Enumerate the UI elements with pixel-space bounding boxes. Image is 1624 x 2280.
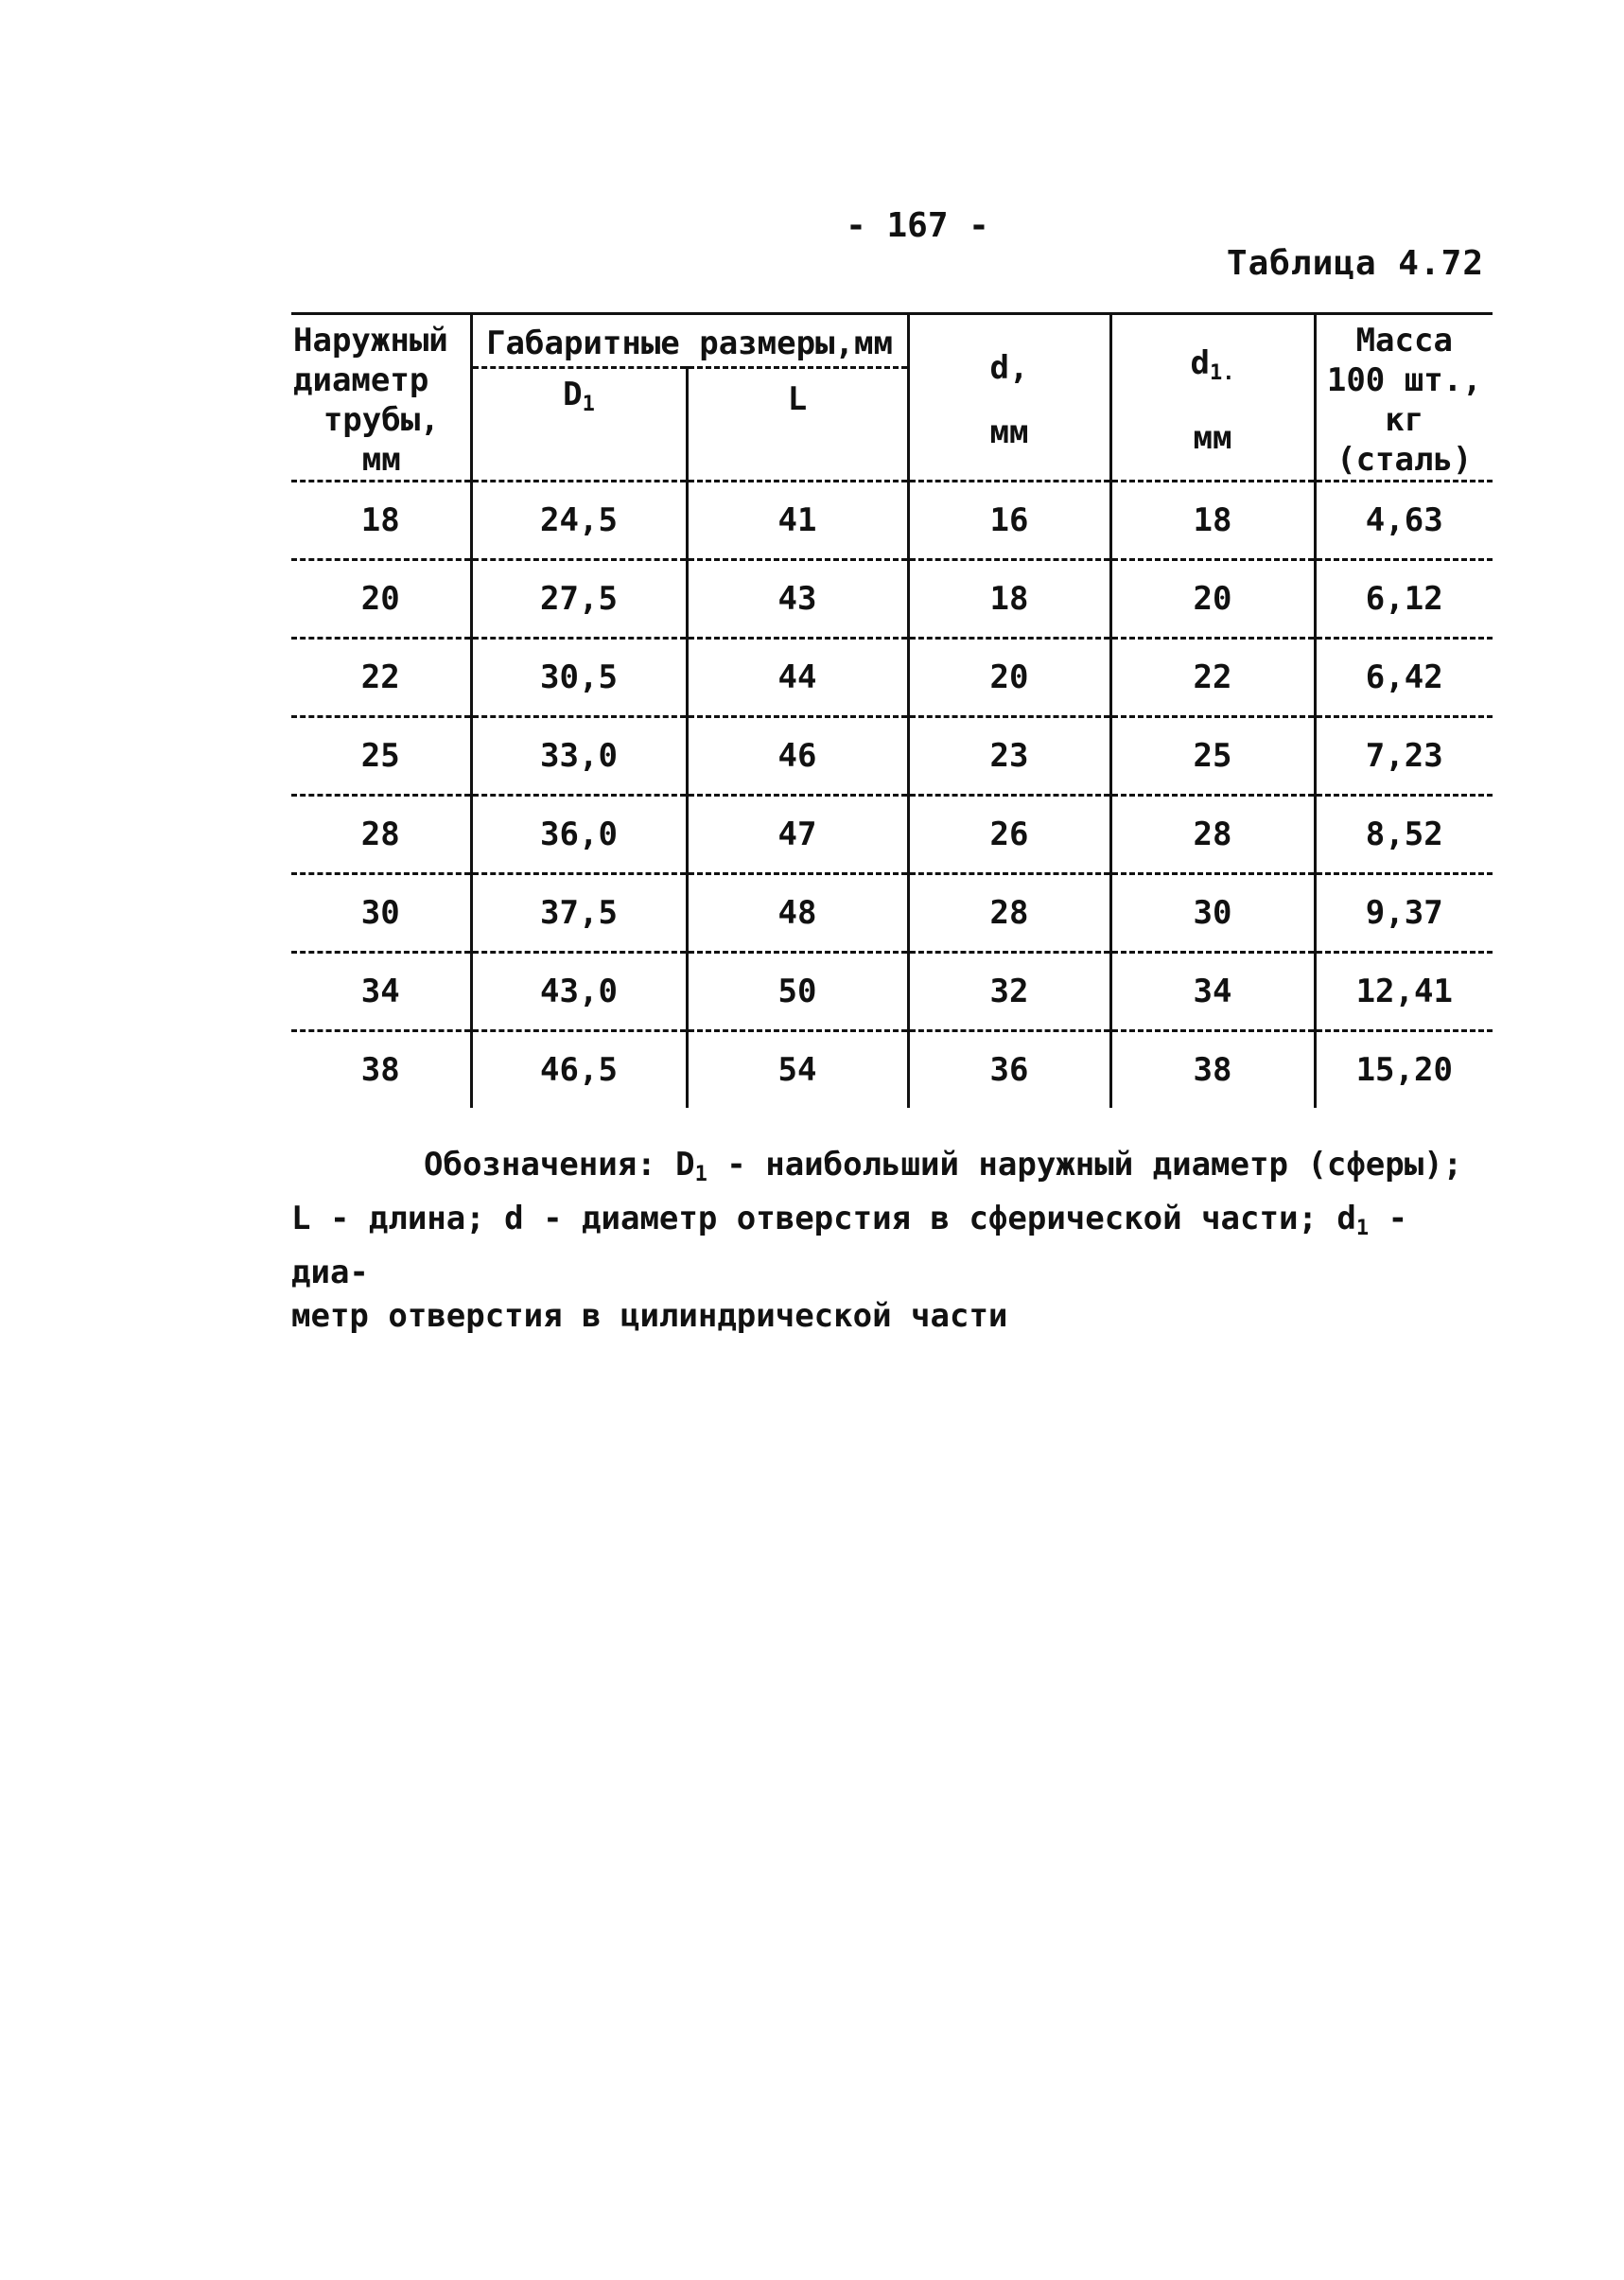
table-row: [291, 717, 1493, 796]
cell-L: 50: [687, 953, 908, 1031]
header-d1-label: [1112, 343, 1314, 394]
cell-outer-diameter: 30: [291, 874, 471, 953]
header-L-letter: L: [787, 380, 808, 419]
table-row: [291, 874, 1493, 953]
cell-outer-diameter: 18: [291, 482, 471, 560]
cell-d: 23: [908, 717, 1110, 796]
header-outer-diameter-line4: мм: [361, 441, 401, 479]
header-outer-diameter: [291, 315, 471, 482]
legend-line-2: [291, 1197, 1483, 1294]
cell-d1: 34: [1110, 953, 1315, 1031]
table-row: [291, 796, 1493, 874]
table-row: [291, 1031, 1493, 1109]
cell-outer-diameter: 20: [291, 560, 471, 639]
cell-D1: 36,0: [471, 796, 687, 874]
cell-L: 54: [687, 1031, 908, 1109]
cell-d: 16: [908, 482, 1110, 560]
header-mass: [1315, 315, 1493, 482]
table-caption: Таблица 4.72: [1226, 244, 1484, 283]
cell-d1: 22: [1110, 639, 1315, 717]
cell-d1: 20: [1110, 560, 1315, 639]
header-outer-diameter-line3: трубы,: [323, 401, 440, 439]
header-mass-line2: 100 шт.,: [1326, 361, 1482, 399]
cell-outer-diameter: 34: [291, 953, 471, 1031]
header-d1-subscript: 1.: [1209, 360, 1235, 385]
header-D1-subscript: 1: [582, 392, 595, 416]
header-overall-dimensions: Габаритные размеры,мм: [471, 315, 908, 367]
cell-d1: 30: [1110, 874, 1315, 953]
legend-line-2-subscript: 1: [1355, 1217, 1370, 1240]
header-outer-diameter-line2: диаметр: [293, 361, 429, 399]
cell-mass: 6,42: [1315, 639, 1493, 717]
header-d-unit: мм: [989, 413, 1029, 451]
header-D1: [471, 367, 687, 481]
cell-outer-diameter: 25: [291, 717, 471, 796]
page-number: - 167 -: [846, 206, 989, 245]
table-row: [291, 639, 1493, 717]
header-L: [687, 367, 908, 481]
header-d1-unit: мм: [1193, 418, 1232, 457]
cell-D1: 46,5: [471, 1031, 687, 1109]
cell-outer-diameter: 22: [291, 639, 471, 717]
legend-line-2-end: - диа-: [291, 1200, 1408, 1291]
header-D1-letter: D: [563, 375, 583, 413]
header-mass-line3: кг: [1385, 401, 1424, 439]
cell-d1: 18: [1110, 482, 1315, 560]
cell-d: 32: [908, 953, 1110, 1031]
cell-D1: 37,5: [471, 874, 687, 953]
legend-line-1: [291, 1143, 1483, 1197]
cell-L: 47: [687, 796, 908, 874]
cell-d: 18: [908, 560, 1110, 639]
table-row: [291, 953, 1493, 1031]
legend-line-1-start: Обозначения: D: [424, 1146, 695, 1184]
header-outer-diameter-line1: Наружный: [293, 322, 448, 360]
cell-d1: 28: [1110, 796, 1315, 874]
table-row: [291, 482, 1493, 560]
cell-d1: 38: [1110, 1031, 1315, 1109]
header-d: [908, 315, 1110, 482]
data-table: [291, 315, 1493, 1108]
legend: [291, 1143, 1483, 1338]
legend-line-2-start: L - длина; d - диаметр отверстия в сферической части; d: [291, 1200, 1356, 1237]
cell-mass: 8,52: [1315, 796, 1493, 874]
cell-D1: 33,0: [471, 717, 687, 796]
legend-line-3: метр отверстия в цилиндрической части: [291, 1297, 1008, 1335]
cell-mass: 9,37: [1315, 874, 1493, 953]
cell-mass: 6,12: [1315, 560, 1493, 639]
cell-D1: 30,5: [471, 639, 687, 717]
cell-L: 46: [687, 717, 908, 796]
legend-line-1-subscript: 1: [694, 1163, 707, 1186]
cell-mass: 7,23: [1315, 717, 1493, 796]
cell-d1: 25: [1110, 717, 1315, 796]
cell-L: 44: [687, 639, 908, 717]
data-table-container: [291, 312, 1493, 1108]
cell-d: 20: [908, 639, 1110, 717]
cell-mass: 4,63: [1315, 482, 1493, 560]
table-row: [291, 560, 1493, 639]
cell-outer-diameter: 28: [291, 796, 471, 874]
legend-line-1-end: - наибольший наружный диаметр (сферы);: [707, 1146, 1463, 1184]
cell-L: 43: [687, 560, 908, 639]
header-d-label: d,: [989, 349, 1029, 387]
header-mass-line4: (сталь): [1336, 441, 1473, 479]
cell-L: 48: [687, 874, 908, 953]
cell-d: 36: [908, 1031, 1110, 1109]
cell-d: 26: [908, 796, 1110, 874]
header-d1-letter: d: [1190, 343, 1210, 382]
cell-mass: 12,41: [1315, 953, 1493, 1031]
header-d1: [1110, 315, 1315, 482]
cell-D1: 27,5: [471, 560, 687, 639]
cell-mass: 15,20: [1315, 1031, 1493, 1109]
cell-D1: 24,5: [471, 482, 687, 560]
table-body: [291, 482, 1493, 1109]
cell-L: 41: [687, 482, 908, 560]
header-mass-line1: Масса: [1355, 322, 1453, 360]
cell-outer-diameter: 38: [291, 1031, 471, 1109]
cell-d: 28: [908, 874, 1110, 953]
cell-D1: 43,0: [471, 953, 687, 1031]
